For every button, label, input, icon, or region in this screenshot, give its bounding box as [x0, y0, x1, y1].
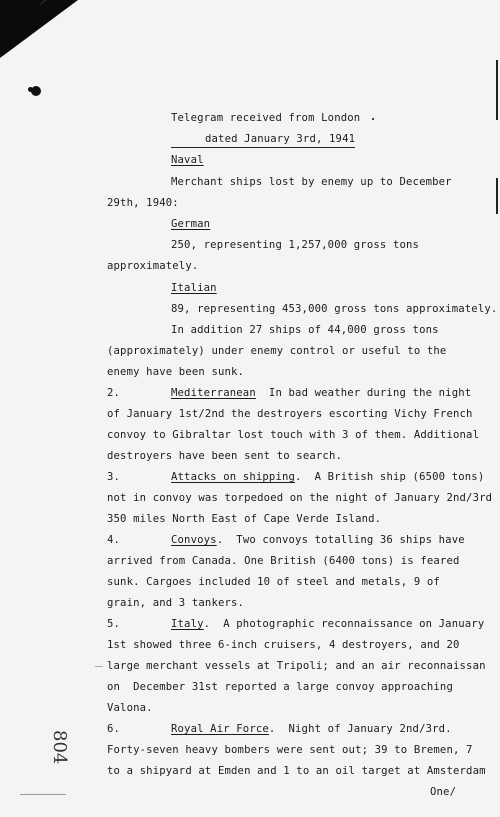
paragraph-number: 4. — [107, 534, 121, 546]
telegram-title: Telegram received from London — [171, 112, 361, 124]
paragraph-number: 3. — [107, 471, 121, 483]
paragraph-line: destroyers have been sent to search. — [107, 450, 343, 462]
paragraph-line: convoy to Gibraltar lost touch with 3 of them. Additional — [107, 429, 480, 441]
naval-intro-line: 29th, 1940: — [107, 197, 179, 209]
margin-mark — [20, 794, 66, 795]
paragraph-text: . Night of January 2nd/3rd. — [268, 723, 452, 735]
paragraph-heading-royal-air-force: Royal Air Force — [171, 723, 269, 735]
paragraph-number: 6. — [107, 723, 121, 735]
scan-corner-shadow — [0, 0, 78, 58]
paragraph-first-line — [171, 387, 471, 399]
telegram-date: dated January 3rd, 1941 — [205, 133, 356, 145]
paragraph-number: 2. — [107, 387, 121, 399]
margin-mark — [95, 666, 103, 667]
paragraph-line: not in convoy was torpedoed on the night of January 2nd/3rd — [107, 492, 493, 504]
paragraph-line: grain, and 3 tankers. — [107, 597, 245, 609]
paragraph-line: Forty-seven heavy bombers were sent out; 39 to Bremen, 7 — [107, 744, 473, 756]
addition-line: In addition 27 ships of 44,000 gross tons — [171, 324, 439, 336]
italian-losses-line: 89, representing 453,000 gross tons approximately. — [171, 303, 498, 315]
scan-edge-mark — [496, 60, 498, 120]
paragraph-first-line — [171, 534, 465, 546]
catchword: One/ — [430, 786, 457, 798]
paragraph-line: to a shipyard at Emden and 1 to an oil target at Amsterdam — [107, 765, 486, 777]
paragraph-line: Valona. — [107, 702, 153, 714]
scan-speck — [372, 118, 374, 120]
paragraph-heading-attacks-on-shipping: Attacks on shipping — [171, 471, 296, 483]
paragraph-first-line — [171, 471, 484, 483]
paragraph-line: 1st showed three 6-inch cruisers, 4 destroyers, and 20 — [107, 639, 460, 651]
paragraph-text: In bad weather during the night — [255, 387, 472, 399]
paragraph-heading-mediterranean: Mediterranean — [171, 387, 256, 399]
paragraph-number: 5. — [107, 618, 121, 630]
paragraph-first-line — [171, 723, 452, 735]
paragraph-line: large merchant vessels at Tripoli; and an air reconnaissan — [107, 660, 486, 672]
addition-line: (approximately) under enemy control or useful to the — [107, 345, 447, 357]
paragraph-line: arrived from Canada. One British (6400 tons) is feared — [107, 555, 460, 567]
paragraph-text: . A photographic reconnaissance on January — [203, 618, 485, 630]
paragraph-heading-italy: Italy — [171, 618, 204, 630]
margin-note-text: 804 — [49, 730, 70, 765]
naval-intro-line: Merchant ships lost by enemy up to December — [171, 176, 452, 188]
paragraph-heading-convoys: Convoys — [171, 534, 217, 546]
paragraph-line: of January 1st/2nd the destroyers escorting Vichy French — [107, 408, 473, 420]
paragraph-line: on December 31st reported a large convoy approaching — [107, 681, 453, 693]
paragraph-line: 350 miles North East of Cape Verde Island. — [107, 513, 382, 525]
handwritten-margin-note — [49, 730, 74, 765]
paragraph-text: . Two convoys totalling 36 ships have — [216, 534, 465, 546]
paragraph-line: sunk. Cargoes included 10 of steel and metals, 9 of — [107, 576, 440, 588]
addition-line: enemy have been sunk. — [107, 366, 245, 378]
subheading-german: German — [171, 218, 211, 230]
punch-hole — [31, 86, 41, 96]
german-losses-line: 250, representing 1,257,000 gross tons — [171, 239, 420, 251]
section-heading-naval: Naval — [171, 154, 204, 166]
date-underline — [171, 147, 355, 148]
subheading-italian: Italian — [171, 282, 217, 294]
scan-edge-mark — [496, 178, 498, 214]
paragraph-first-line — [171, 618, 484, 630]
german-losses-line: approximately. — [107, 260, 199, 272]
paragraph-text: . A British ship (6500 tons) — [295, 471, 485, 483]
